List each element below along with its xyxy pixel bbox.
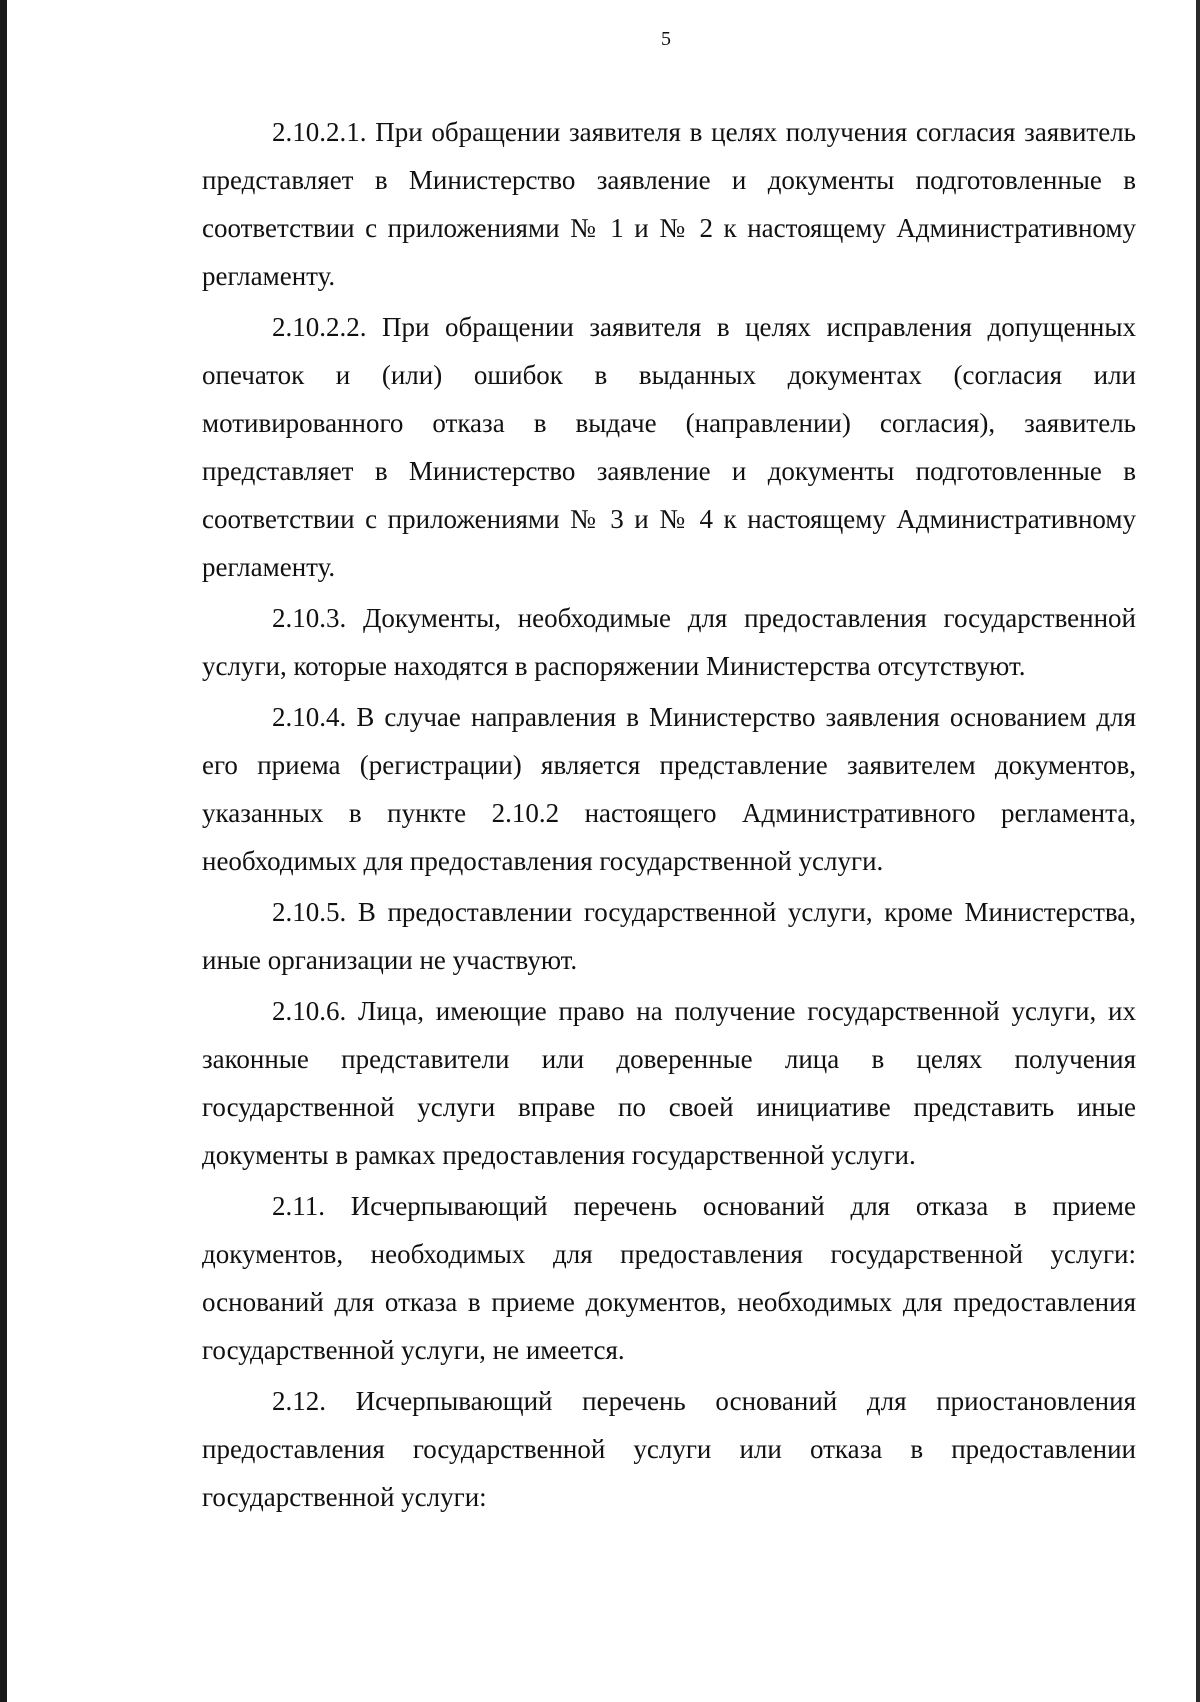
- paragraph-2-10-3: 2.10.3. Документы, необходимые для предоставления государственной услуги, которые находятся в распоряжении Министерства отсутствуют.: [202, 603, 1136, 681]
- paragraph-2-10-4: 2.10.4. В случае направления в Министерство заявления основанием для его приема (регистрации) является представление заявителем документов, указанных в пункте 2.10.2 настоящего Административного регламента, необходимых для предоставления государственной услуги.: [202, 702, 1136, 876]
- paragraph-2-10-5: 2.10.5. В предоставлении государственной услуги, кроме Министерства, иные организации не участвуют.: [202, 897, 1136, 975]
- paragraph-2-10-6: 2.10.6. Лица, имеющие право на получение государственной услуги, их законные представители или доверенные лица в целях получения государственной услуги вправе по своей инициативе представить иные документы в рамках предоставления государственной услуги.: [202, 996, 1136, 1170]
- scan-edge-left: [0, 0, 7, 1702]
- paragraph-2-10-2-1: 2.10.2.1. При обращении заявителя в целях получения согласия заявитель представляет в Министерство заявление и документы подготовленные в соответствии с приложениями № 1 и № 2 к настоящему Административному регламенту.: [202, 117, 1136, 291]
- paragraph-2-12: 2.12. Исчерпывающий перечень оснований для приостановления предоставления государственной услуги или отказа в предоставлении государственной услуги:: [202, 1386, 1136, 1512]
- paragraph-2-11: 2.11. Исчерпывающий перечень оснований для отказа в приеме документов, необходимых для предоставления государственной услуги: оснований для отказа в приеме документов, необходимых для предоставления государственной услуги, не имеется.: [202, 1191, 1136, 1365]
- paragraph-2-10-2-2: 2.10.2.2. При обращении заявителя в целях исправления допущенных опечаток и (или) ошибок в выданных документах (согласия или мотивированного отказа в выдаче (направлении) согласия), заявитель представляет в Министерство заявление и документы подготовленные в соответствии с приложениями № 3 и № 4 к настоящему Административному регламенту.: [202, 312, 1136, 582]
- document-body: [202, 108, 1136, 1524]
- scan-edge-right: [1196, 0, 1200, 1702]
- page-number: 5: [661, 28, 671, 50]
